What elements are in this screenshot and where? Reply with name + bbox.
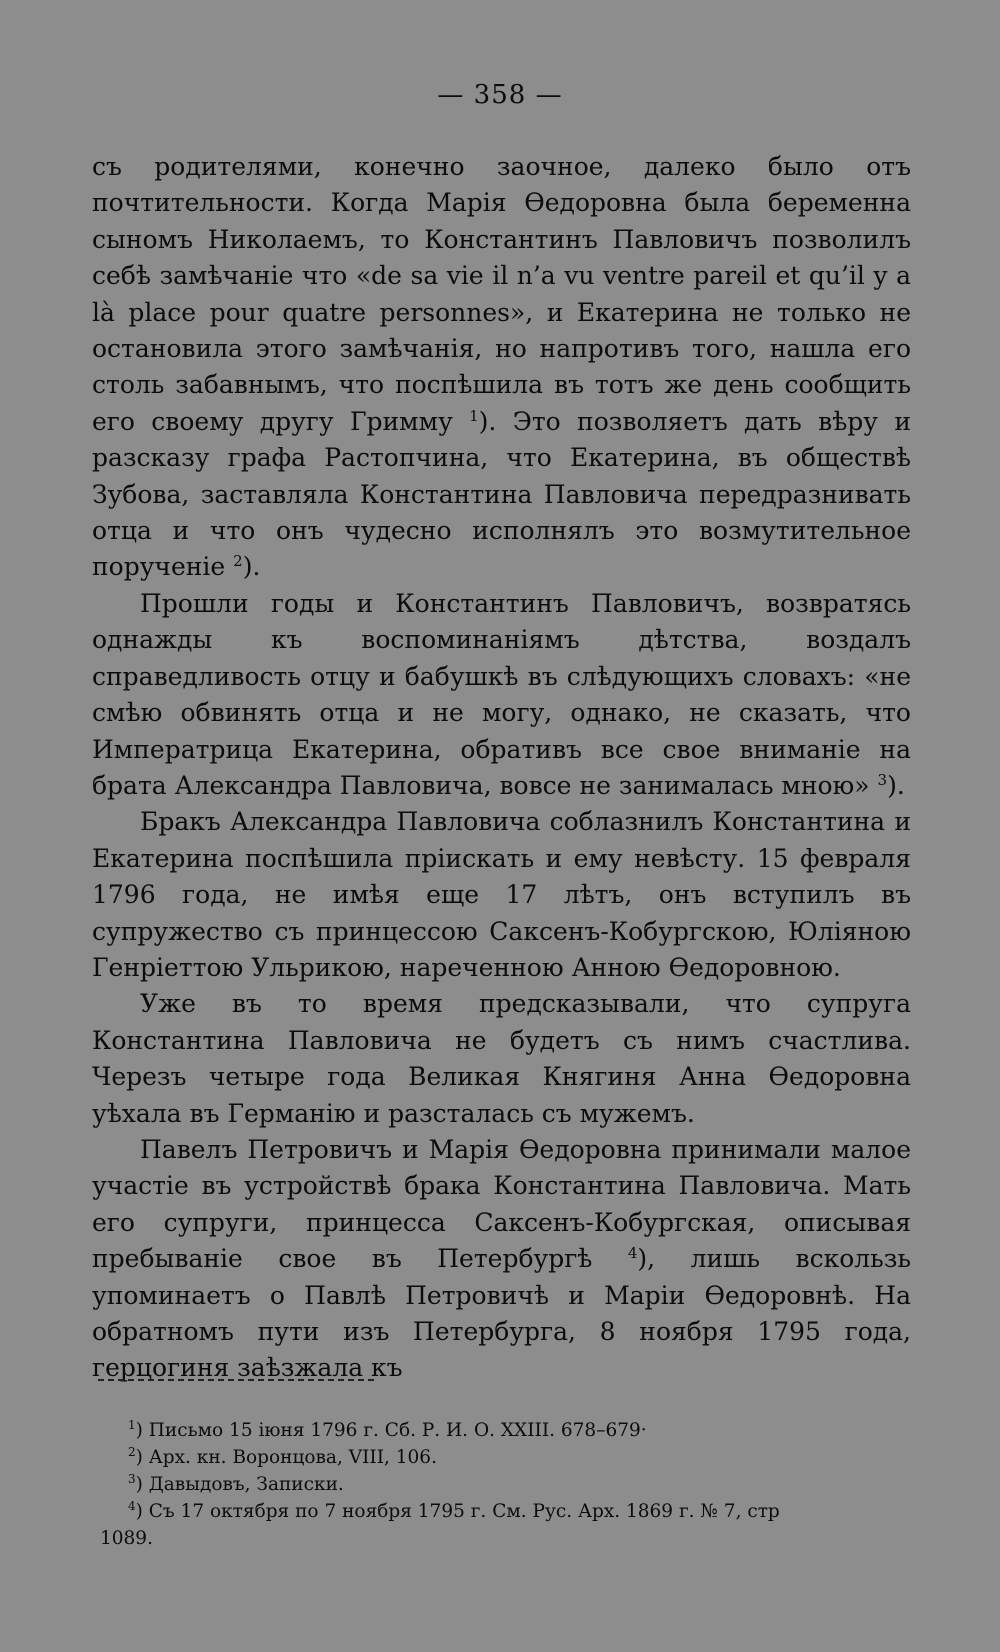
footnote <box>100 1498 915 1525</box>
footnote-mark: 1 <box>128 1418 136 1432</box>
paragraph-text: ). Это позволяетъ дать вѣру и разсказу графа Растопчина, что Екатерина, въ обществѣ Зубова, заставляла Константина Павловича передразнивать отца и что онъ чудесно исполнялъ это возмутительное порученіе <box>92 406 912 582</box>
paragraph-text: Павелъ Петровичъ и Марія Ѳедоровна принимали малое участіе въ устройствѣ брака Константина Павловича. Мать его супруги, принцесса Саксенъ-Кобургская, описывая пребываніе свое въ Петербургѣ <box>92 1134 911 1274</box>
footnote <box>100 1417 915 1444</box>
paragraph <box>92 149 911 586</box>
footnote-mark: 2 <box>128 1445 136 1459</box>
footnote-reference: 4 <box>627 1244 638 1263</box>
page-number: — 358 — <box>437 80 563 110</box>
paragraph-text: Бракъ Александра Павловича соблазнилъ Константина и Екатерина поспѣшила пріискать и ему невѣсту. 15 февраля 1796 года, не имѣя еще 17 лѣтъ, онъ вступилъ въ супружество съ принцессою Саксенъ-Кобургскою, Юліяною Генріеттою Ульрикою, нареченною Анною Ѳедоровною. <box>92 807 911 982</box>
paragraph <box>92 986 911 1132</box>
footnote-text: ) Давыдовъ, Записки. <box>135 1474 344 1495</box>
paragraph-text: ). <box>887 770 905 800</box>
footnote-separator <box>98 1379 374 1381</box>
paragraph-text: ). <box>242 552 261 582</box>
footnote-reference: 1 <box>469 406 479 425</box>
paragraph-text: ), лишь вскользь упоминаетъ о Павлѣ Петровичѣ и Маріи Ѳедоровнѣ. На обратномъ пути изъ Петербурга, 8 ноября 1795 года, герцогиня заѣзжала къ <box>92 1244 911 1383</box>
paragraph <box>92 586 911 804</box>
footnote-reference: 3 <box>877 770 888 789</box>
footnote <box>100 1471 915 1498</box>
footnotes <box>100 1417 915 1552</box>
paragraph <box>92 1132 911 1387</box>
paragraph <box>92 804 911 986</box>
footnote-mark: 4 <box>128 1499 136 1513</box>
footnote-reference: 2 <box>233 552 243 571</box>
footnote-mark: 3 <box>128 1472 136 1486</box>
main-text <box>92 149 911 1387</box>
footnote-continuation: 1089. <box>100 1528 153 1549</box>
paragraph-text: Прошли годы и Константинъ Павловичъ, возвратясь однажды къ воспоминаніямъ дѣтства, воздалъ справедливость отцу и бабушкѣ въ слѣдующихъ словахъ: «не смѣю обвинять отца и не могу, однако, не сказать, что Императрица Екатерина, обративъ все свое вниманіе на брата Александра Павловича, вовсе не занималась мною» <box>92 588 911 800</box>
footnote-text: ) Письмо 15 іюня 1796 г. Сб. Р. И. О. XXIII. 678–679· <box>135 1420 647 1441</box>
paragraph-text: съ родителями, конечно заочное, далеко было отъ почтительности. Когда Марія Ѳедоровна была беременна сыномъ Николаемъ, то Константинъ Павловичъ позволилъ себѣ замѣчаніе что «de sa vie il n’a vu ventre pareil et qu’il y a là place pour quatre personnes», и Екатерина не только не остановила этого замѣчанія, но напротивъ того, нашла его столь забавнымъ, что поспѣшила въ тотъ же день сообщить его своему другу Гримму <box>92 152 911 436</box>
footnote <box>100 1444 915 1471</box>
footnote-text: ) Арх. кн. Воронцова, VIII, 106. <box>135 1447 437 1468</box>
paragraph-text: Уже въ то время предсказывали, что супруга Константина Павловича не будетъ съ нимъ счастлива. Черезъ четыре года Великая Княгиня Анна Ѳедоровна уѣхала въ Германію и разсталась съ мужемъ. <box>92 989 911 1128</box>
footnote-text: ) Съ 17 октября по 7 ноября 1795 г. См. Рус. Арх. 1869 г. № 7, стр <box>135 1501 780 1522</box>
